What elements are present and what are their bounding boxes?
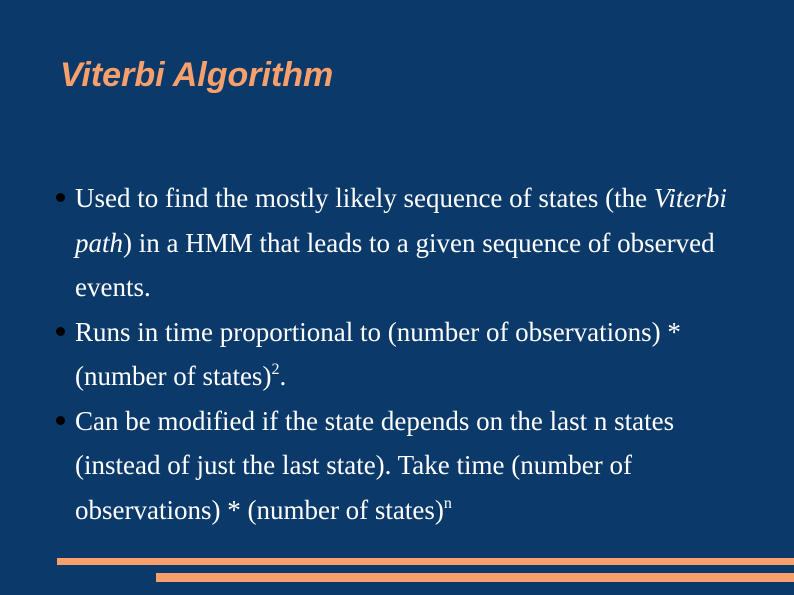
bullet-text: Runs in time proportional to (number of observations) * (number of states) xyxy=(75,316,681,391)
bullet-superscript: 2 xyxy=(271,361,280,378)
bullet-list xyxy=(56,176,736,532)
slide-title: Viterbi Algorithm xyxy=(60,56,334,94)
bullet-dot-icon xyxy=(56,327,65,336)
bullet-item xyxy=(56,310,736,399)
bullet-item xyxy=(56,176,736,310)
accent-bar-bottom xyxy=(156,573,794,582)
bullet-text: . xyxy=(279,361,287,391)
bullet-superscript: n xyxy=(443,494,452,512)
accent-bar-top xyxy=(57,558,794,565)
bullet-text: ) in a HMM that leads to a given sequence of observed events. xyxy=(75,227,715,302)
bullet-dot-icon xyxy=(56,193,65,202)
bullet-emphasis: Viterbi path xyxy=(75,183,727,258)
bullet-text: Can be modified if the state depends on the last n states (instead of just the last state). Take time (number of observations) * (number of states) xyxy=(75,405,675,525)
bullet-dot-icon xyxy=(56,416,65,425)
bullet-text: Used to find the mostly likely sequence of states (the xyxy=(75,183,654,213)
bullet-item xyxy=(56,399,736,533)
